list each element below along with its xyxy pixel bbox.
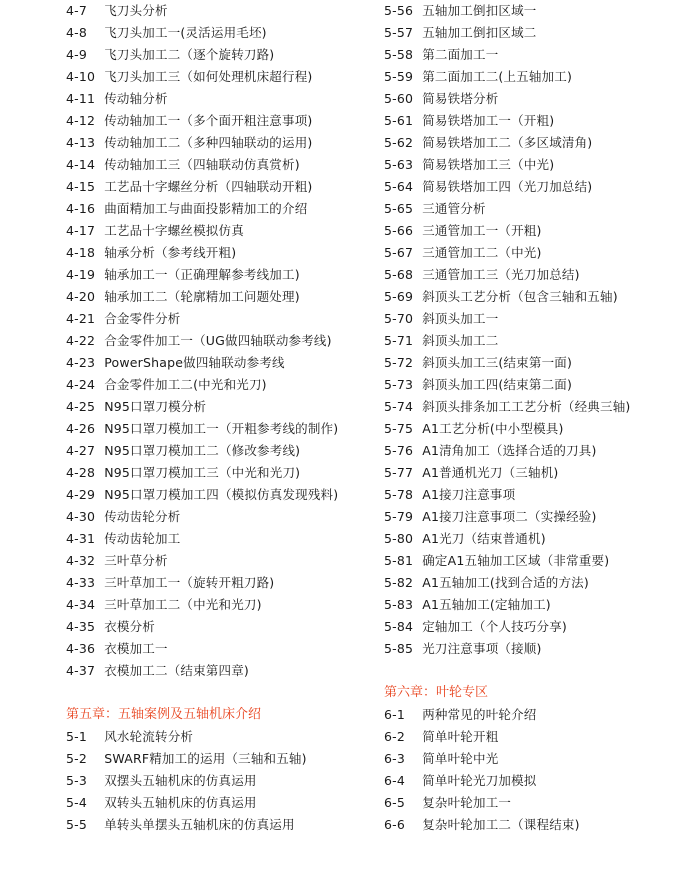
toc-item-title: 第二面加工二(上五轴加工) [422,69,573,84]
toc-item-title: 定轴加工（个人技巧分享) [422,619,567,634]
toc-item-title: 合金零件加工二(中光和光刀) [104,377,267,392]
toc-item [66,814,382,836]
toc-item [66,506,382,528]
toc-item-number: 4-10 [66,69,96,84]
toc-item-number: 5-71 [384,333,414,348]
toc-item [384,352,684,374]
toc-item-number: 5-59 [384,69,414,84]
toc-item [384,176,684,198]
toc-item-title: 双转头五轴机床的仿真运用 [104,795,257,810]
toc-item-number: 5-85 [384,641,414,656]
toc-item [384,154,684,176]
toc-item-number: 4-25 [66,399,96,414]
toc-item [384,88,684,110]
toc-item [66,748,382,770]
toc-item [384,638,684,660]
toc-item-title: 单转头单摆头五轴机床的仿真运用 [104,817,295,832]
toc-item [384,770,684,792]
toc-item-number: 5-79 [384,509,414,524]
toc-item-title: 合金零件加工一（UG做四轴联动参考线) [104,333,332,348]
toc-item [384,594,684,616]
toc-item [384,0,684,22]
toc-item-number: 4-12 [66,113,96,128]
toc-item-title: A1五轴加工(找到合适的方法) [422,575,589,590]
toc-item-title: A1清角加工（选择合适的刀具) [422,443,597,458]
toc-item [66,660,382,682]
chapter5-heading: 第五章：五轴案例及五轴机床介绍 [66,707,262,722]
chapter6-heading: 第六章：叶轮专区 [384,685,489,700]
toc-item [384,572,684,594]
toc-item [384,792,684,814]
right-column [384,0,684,836]
toc-item-title: 斜顶头加工三(结束第一面) [422,355,573,370]
toc-item-title: 三叶草加工二（中光和光刀) [104,597,262,612]
toc-item [66,418,382,440]
toc-item-title: 传动轴加工一（多个面开粗注意事项) [104,113,313,128]
toc-item-number: 4-20 [66,289,96,304]
toc-item-title: 简易铁塔加工一（开粗) [422,113,555,128]
toc-item [384,616,684,638]
toc-item-title: 两种常见的叶轮介绍 [422,707,537,722]
toc-item-title: PowerShape做四轴联动参考线 [104,355,285,370]
toc-item [384,110,684,132]
toc-item [384,396,684,418]
toc-item [66,198,382,220]
left-column [66,0,382,836]
toc-item-title: 简易铁塔加工三（中光) [422,157,555,172]
toc-item-title: 飞刀头加工三（如何处理机床超行程) [104,69,313,84]
toc-item-title: 三通管加工二（中光) [422,245,542,260]
toc-item-number: 5-67 [384,245,414,260]
toc-item-number: 5-56 [384,3,414,18]
toc-item-number: 5-63 [384,157,414,172]
toc-item-title: 传动齿轮加工 [104,531,181,546]
toc-item-number: 4-28 [66,465,96,480]
toc-item-title: SWARF精加工的运用（三轴和五轴) [104,751,307,766]
toc-item [384,132,684,154]
toc-item-number: 5-2 [66,751,88,766]
toc-item-number: 6-3 [384,751,406,766]
toc-item-number: 5-72 [384,355,414,370]
toc-item-title: 三通管加工三（光刀加总结) [422,267,580,282]
toc-item-number: 5-69 [384,289,414,304]
toc-item-number: 5-75 [384,421,414,436]
toc-item [66,638,382,660]
toc-item-number: 4-31 [66,531,96,546]
toc-item-number: 4-26 [66,421,96,436]
toc-item-number: 5-3 [66,773,88,788]
toc-item [384,462,684,484]
toc-item [384,264,684,286]
toc-item-title: N95口罩刀模加工一（开粗参考线的制作) [104,421,339,436]
toc-item [66,176,382,198]
toc-item-number: 5-57 [384,25,414,40]
toc-item-title: 简单叶轮光刀加模拟 [422,773,537,788]
toc-item-title: A1接刀注意事项 [422,487,516,502]
spacer [66,682,382,704]
toc-item-number: 5-81 [384,553,414,568]
toc-item [66,286,382,308]
toc-item-title: N95口罩刀模加工四（模拟仿真发现残料) [104,487,339,502]
toc-item-title: A1光刀（结束普通机) [422,531,546,546]
toc-item-title: 飞刀头分析 [104,3,168,18]
toc-item [66,0,382,22]
toc-item-number: 4-9 [66,47,88,62]
toc-item [66,132,382,154]
toc-item [384,418,684,440]
toc-item-number: 5-61 [384,113,414,128]
toc-item-number: 4-21 [66,311,96,326]
toc-item-title: 工艺品十字螺丝模拟仿真 [104,223,244,238]
toc-item-number: 5-84 [384,619,414,634]
toc-item-number: 4-32 [66,553,96,568]
toc-item [66,88,382,110]
toc-item [66,44,382,66]
chapter6-list [384,704,684,836]
toc-item [384,330,684,352]
toc-item [384,704,684,726]
toc-item [384,198,684,220]
toc-item [66,220,382,242]
toc-item [66,264,382,286]
toc-item-title: 复杂叶轮加工一 [422,795,512,810]
toc-item-number: 6-5 [384,795,406,810]
toc-item-number: 6-1 [384,707,406,722]
toc-item [66,22,382,44]
toc-item [66,462,382,484]
toc-item-title: A1普通机光刀（三轴机) [422,465,559,480]
toc-item-title: 轴承加工一（正确理解参考线加工) [104,267,300,282]
toc-item-title: A1五轴加工(定轴加工) [422,597,551,612]
toc-item-number: 5-60 [384,91,414,106]
toc-item-title: 衣模分析 [104,619,155,634]
toc-item-number: 5-1 [66,729,88,744]
toc-item-number: 4-8 [66,25,88,40]
toc-item [66,594,382,616]
chapter5-continued-list [384,0,684,660]
toc-item [66,572,382,594]
toc-item-number: 5-64 [384,179,414,194]
toc-item-title: 简易铁塔加工二（多区域清角) [422,135,593,150]
toc-item-number: 4-36 [66,641,96,656]
toc-item-title: 衣模加工一 [104,641,168,656]
toc-item-title: 工艺品十字螺丝分析（四轴联动开粗) [104,179,313,194]
toc-item [384,506,684,528]
toc-item-number: 4-17 [66,223,96,238]
toc-item-title: 传动轴加工二（多种四轴联动的运用) [104,135,313,150]
toc-item-title: N95口罩刀模加工三（中光和光刀) [104,465,301,480]
toc-item-number: 5-77 [384,465,414,480]
toc-item-title: 斜顶头加工二 [422,333,499,348]
toc-item-title: 斜顶头加工一 [422,311,499,326]
toc-item-title: 三通管分析 [422,201,486,216]
toc-item-number: 5-68 [384,267,414,282]
toc-item-title: 简单叶轮开粗 [422,729,499,744]
toc-item [66,396,382,418]
toc-item-title: 双摆头五轴机床的仿真运用 [104,773,257,788]
toc-item [66,154,382,176]
toc-item-title: 合金零件分析 [104,311,181,326]
toc-item [66,770,382,792]
toc-item [66,110,382,132]
toc-item-number: 6-2 [384,729,406,744]
toc-item-title: 传动轴加工三（四轴联动仿真赏析) [104,157,300,172]
toc-item-title: 简易铁塔加工四（光刀加总结) [422,179,593,194]
toc-item [384,550,684,572]
toc-item-number: 4-33 [66,575,96,590]
toc-item [66,308,382,330]
toc-item [66,528,382,550]
toc-item [66,330,382,352]
toc-item-title: 三叶草分析 [104,553,168,568]
toc-item [384,528,684,550]
toc-item [384,726,684,748]
toc-item-number: 5-82 [384,575,414,590]
toc-item-number: 5-76 [384,443,414,458]
toc-item-title: 三叶草加工一（旋转开粗刀路) [104,575,275,590]
toc-item [66,550,382,572]
toc-item-number: 5-80 [384,531,414,546]
toc-item [384,44,684,66]
toc-item-title: 斜顶头工艺分析（包含三轴和五轴) [422,289,618,304]
toc-item-title: 斜顶头加工四(结束第二面) [422,377,573,392]
toc-item-number: 5-66 [384,223,414,238]
toc-item-number: 4-18 [66,245,96,260]
toc-item-number: 6-6 [384,817,406,832]
toc-item-title: 光刀注意事项（接顺) [422,641,542,656]
chapter5-list [66,726,382,836]
toc-item-title: A1工艺分析(中小型模具) [422,421,564,436]
toc-item-title: 第二面加工一 [422,47,499,62]
toc-item-number: 5-5 [66,817,88,832]
toc-item-number: 4-37 [66,663,96,678]
toc-item-title: 飞刀头加工二（逐个旋转刀路) [104,47,275,62]
toc-item-number: 4-34 [66,597,96,612]
toc-item [66,374,382,396]
toc-item-title: 轴承分析（参考线开粗) [104,245,237,260]
toc-item [384,242,684,264]
toc-item-number: 5-70 [384,311,414,326]
toc-item [66,484,382,506]
toc-item-number: 5-73 [384,377,414,392]
toc-item-number: 5-83 [384,597,414,612]
toc-item-number: 4-15 [66,179,96,194]
toc-item-title: 飞刀头加工一(灵活运用毛坯) [104,25,267,40]
toc-item-number: 6-4 [384,773,406,788]
toc-item [66,792,382,814]
toc-item-number: 4-11 [66,91,96,106]
toc-item-number: 4-16 [66,201,96,216]
toc-item-number: 5-78 [384,487,414,502]
toc-item-title: N95口罩刀模分析 [104,399,207,414]
toc-item-number: 4-29 [66,487,96,502]
spacer [384,660,684,682]
toc-item [384,814,684,836]
toc-item-title: 简易铁塔分析 [422,91,499,106]
toc-item [384,220,684,242]
toc-item-title: A1接刀注意事项二（实操经验) [422,509,597,524]
toc-item-number: 4-24 [66,377,96,392]
toc-item-number: 5-62 [384,135,414,150]
toc-item [384,440,684,462]
toc-item-title: 五轴加工倒扣区域一 [422,3,537,18]
toc-item-title: 轴承加工二（轮廓精加工问题处理) [104,289,300,304]
toc-item [384,308,684,330]
toc-item-number: 5-58 [384,47,414,62]
toc-item [66,242,382,264]
toc-item-number: 4-7 [66,3,88,18]
toc-item-title: 传动轴分析 [104,91,168,106]
toc-item [384,484,684,506]
toc-item-title: 五轴加工倒扣区域二 [422,25,537,40]
toc-item-number: 4-13 [66,135,96,150]
toc-item [384,286,684,308]
chapter4-list [66,0,382,682]
toc-item-number: 4-23 [66,355,96,370]
toc-item-title: 传动齿轮分析 [104,509,181,524]
toc-item-title: 确定A1五轴加工区域（非常重要) [422,553,610,568]
toc-item-number: 4-19 [66,267,96,282]
toc-item-number: 4-14 [66,157,96,172]
toc-item-number: 5-4 [66,795,88,810]
toc-item-title: 三通管加工一（开粗) [422,223,542,238]
toc-item [384,748,684,770]
toc-item-number: 4-22 [66,333,96,348]
toc-item-title: 复杂叶轮加工二（课程结束) [422,817,580,832]
toc-item-title: 风水轮流转分析 [104,729,194,744]
toc-item [384,374,684,396]
toc-item-title: 曲面精加工与曲面投影精加工的介绍 [104,201,308,216]
toc-item-title: 简单叶轮中光 [422,751,499,766]
toc-item [66,440,382,462]
toc-item-title: 衣模加工二（结束第四章) [104,663,249,678]
toc-item-number: 5-74 [384,399,414,414]
toc-item [384,66,684,88]
toc-item-number: 4-30 [66,509,96,524]
toc-item [66,66,382,88]
toc-item-title: N95口罩刀模加工二（修改参考线) [104,443,301,458]
toc-item-number: 5-65 [384,201,414,216]
toc-item [384,22,684,44]
toc-item-title: 斜顶头排条加工工艺分析（经典三轴) [422,399,631,414]
toc-item-number: 4-35 [66,619,96,634]
toc-item-number: 4-27 [66,443,96,458]
toc-item [66,726,382,748]
toc-item [66,616,382,638]
toc-item [66,352,382,374]
